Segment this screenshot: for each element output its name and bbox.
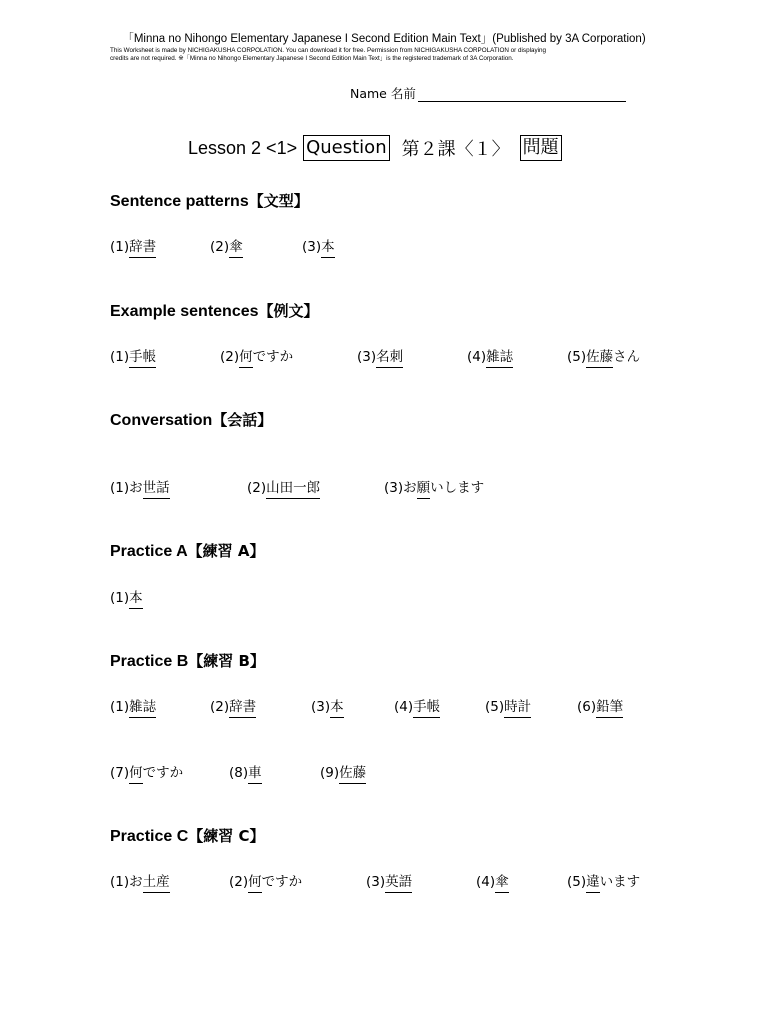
heading-ja: 【会話】 [212,411,273,429]
question-item: (1)お土産 [110,870,170,890]
question-item: (5)違います [567,870,640,890]
section-heading-conversation [110,409,272,430]
heading-ja: 【練習 B】 [188,652,265,670]
section-heading-practice-a [110,540,265,561]
question-item: (1)手帳 [110,345,156,365]
heading-en: Conversation [110,412,213,429]
heading-ja: 【例文】 [258,302,319,320]
page-title [188,135,562,161]
fine-print-line-1: This Worksheet is made by NICHIGAKUSHA CORPOLATION. You can download it for free. Permission from NICHIGAKUSHA CORPOLATION or displaying [110,47,547,54]
section-heading-sentence-patterns [110,190,309,211]
lesson-label: Lesson 2 <1> [188,137,298,158]
question-item: (3)名刺 [357,345,403,365]
heading-ja: 【練習 C】 [188,827,265,845]
fine-print-line-2: credits are not required. ※「Minna no Nihongo Elementary Japanese I Second Edition Main Text」is the registered trademark of 3A Corporation. [110,55,514,62]
name-field [350,84,626,102]
section-heading-practice-c [110,825,265,846]
question-item: (3)お願いします [384,476,484,496]
heading-en: Sentence patterns [110,193,249,210]
question-item: (2)何ですか [220,345,293,365]
question-item: (2)山田一郎 [247,476,320,496]
name-label: Name 名前 [350,86,416,101]
question-item: (3)本 [311,695,344,715]
question-item: (4)雑誌 [467,345,513,365]
question-item: (6)鉛筆 [577,695,623,715]
question-item: (5)佐藤さん [567,345,640,365]
question-item: (2)何ですか [229,870,302,890]
citation-line: 「Minna no Nihongo Elementary Japanese I Second Edition Main Text」(Published by 3A Corporation) [122,33,646,45]
section-heading-example-sentences [110,300,319,321]
question-item: (4)傘 [476,870,509,890]
heading-en: Practice B [110,653,189,670]
question-item: (3)英語 [366,870,412,890]
question-item: (5)時計 [485,695,531,715]
heading-ja: 【文型】 [248,192,309,210]
heading-en: Example sentences [110,303,259,320]
question-item: (2)傘 [210,235,243,255]
question-item: (8)車 [229,761,262,781]
question-item: (1)辞書 [110,235,156,255]
question-box-en: Question [303,135,390,161]
question-item: (7)何ですか [110,761,183,781]
question-item: (9)佐藤 [320,761,366,781]
heading-en: Practice C [110,828,189,845]
question-item: (3)本 [302,235,335,255]
heading-en: Practice A [110,543,188,560]
section-heading-practice-b [110,650,265,671]
question-item: (4)手帳 [394,695,440,715]
question-item: (1)本 [110,586,143,606]
question-box-ja: 問題 [520,135,562,161]
question-item: (2)辞書 [210,695,256,715]
heading-ja: 【練習 A】 [187,542,265,560]
question-item: (1)お世話 [110,476,170,496]
name-blank-line [418,85,626,102]
lesson-label-ja: 第２課〈１〉 [401,139,510,160]
question-item: (1)雑誌 [110,695,156,715]
